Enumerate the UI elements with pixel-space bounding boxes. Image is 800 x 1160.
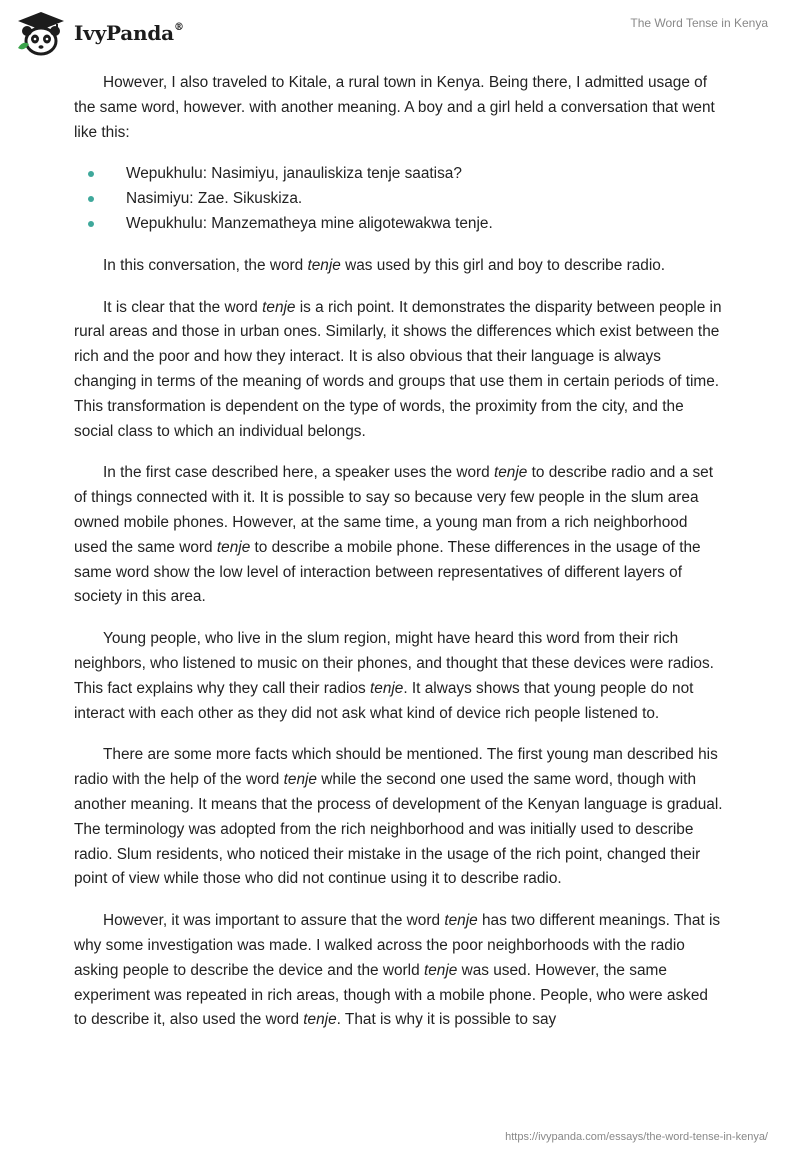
paragraph-2: In this conversation, the word tenje was used by this girl and boy to describe radio. [103, 256, 666, 274]
panda-graduation-cap-icon [14, 10, 68, 56]
paragraph-1: However, I also traveled to Kitale, a rural town in Kenya. Being there, I admitted usage of the same word, however. with another meaning. A boy and a girl held a conversation that went like this: [74, 74, 715, 141]
paragraph-6: There are some more facts which should be mentioned. The first young man described his radio with the help of the word tenje while the second one used the same word, though with another meaning. It means that the process of development of the Kenyan language is gradual. The terminology was adopted from the rich neighborhood and was initially used to describe radio. Slum residents, who noticed their mistake in the usage of the rich point, changed their point of view while those who did not continue using it to describe radio. [74, 746, 723, 888]
source-url-link[interactable]: https://ivypanda.com/essays/the-word-tense-in-kenya/ [505, 1131, 768, 1143]
bullet-icon [88, 171, 94, 177]
list-item-text: Wepukhulu: Manzematheya mine aligotewakwa tenje. [126, 214, 493, 232]
paragraph-4: In the first case described here, a speaker uses the word tenje to describe radio and a set of things connected with it. It is possible to say so because very few people in the slum area owned mobile phones. However, at the same time, a young man from a rich neighborhood used the same word tenje to describe a mobile phone. These differences in the usage of the same word show the low level of interaction between representatives of different layers of society in this area. [74, 464, 714, 606]
paragraph-3: It is clear that the word tenje is a rich point. It demonstrates the disparity between people in rural areas and those in urban ones. Similarly, it shows the differences which exist between the rich and the poor and how they interact. It is also obvious that their language is always changing in terms of the meaning of words and groups that use them in certain periods of time. This transformation is dependent on the type of words, the proximity from the city, and the social class to which an individual belongs. [74, 298, 722, 440]
ivypanda-logo[interactable] [14, 10, 184, 56]
list-item-text: Wepukhulu: Nasimiyu, janauliskiza tenje saatisa? [126, 165, 462, 183]
bullet-icon [88, 196, 94, 202]
brand-name: IvyPanda® [74, 21, 184, 45]
document-title: The Word Tense in Kenya [630, 16, 768, 30]
page-header [0, 0, 800, 64]
bullet-icon [88, 221, 94, 227]
list-item [74, 162, 724, 187]
list-item-text: Nasimiyu: Zae. Sikuskiza. [126, 190, 303, 208]
paragraph-5: Young people, who live in the slum region, might have heard this word from their rich neighbors, who listened to music on their phones, and thought that these devices were radios. This fact explains why they call their radios tenje. It always shows that young people do not interact with each other as they did not ask what kind of device rich people listened to. [74, 630, 714, 722]
list-item [74, 187, 724, 212]
paragraph-7: However, it was important to assure that the word tenje has two different meanings. That is why some investigation was made. I walked across the poor neighborhoods with the radio asking people to describe the device and the world tenje was used. However, the same experiment was repeated in rich areas, though with a mobile phone. People, who were asked to describe it, also used the word tenje. That is why it is possible to say [74, 912, 721, 1029]
list-item [74, 212, 724, 237]
conversation-list [74, 162, 724, 236]
essay-body [74, 71, 724, 1050]
